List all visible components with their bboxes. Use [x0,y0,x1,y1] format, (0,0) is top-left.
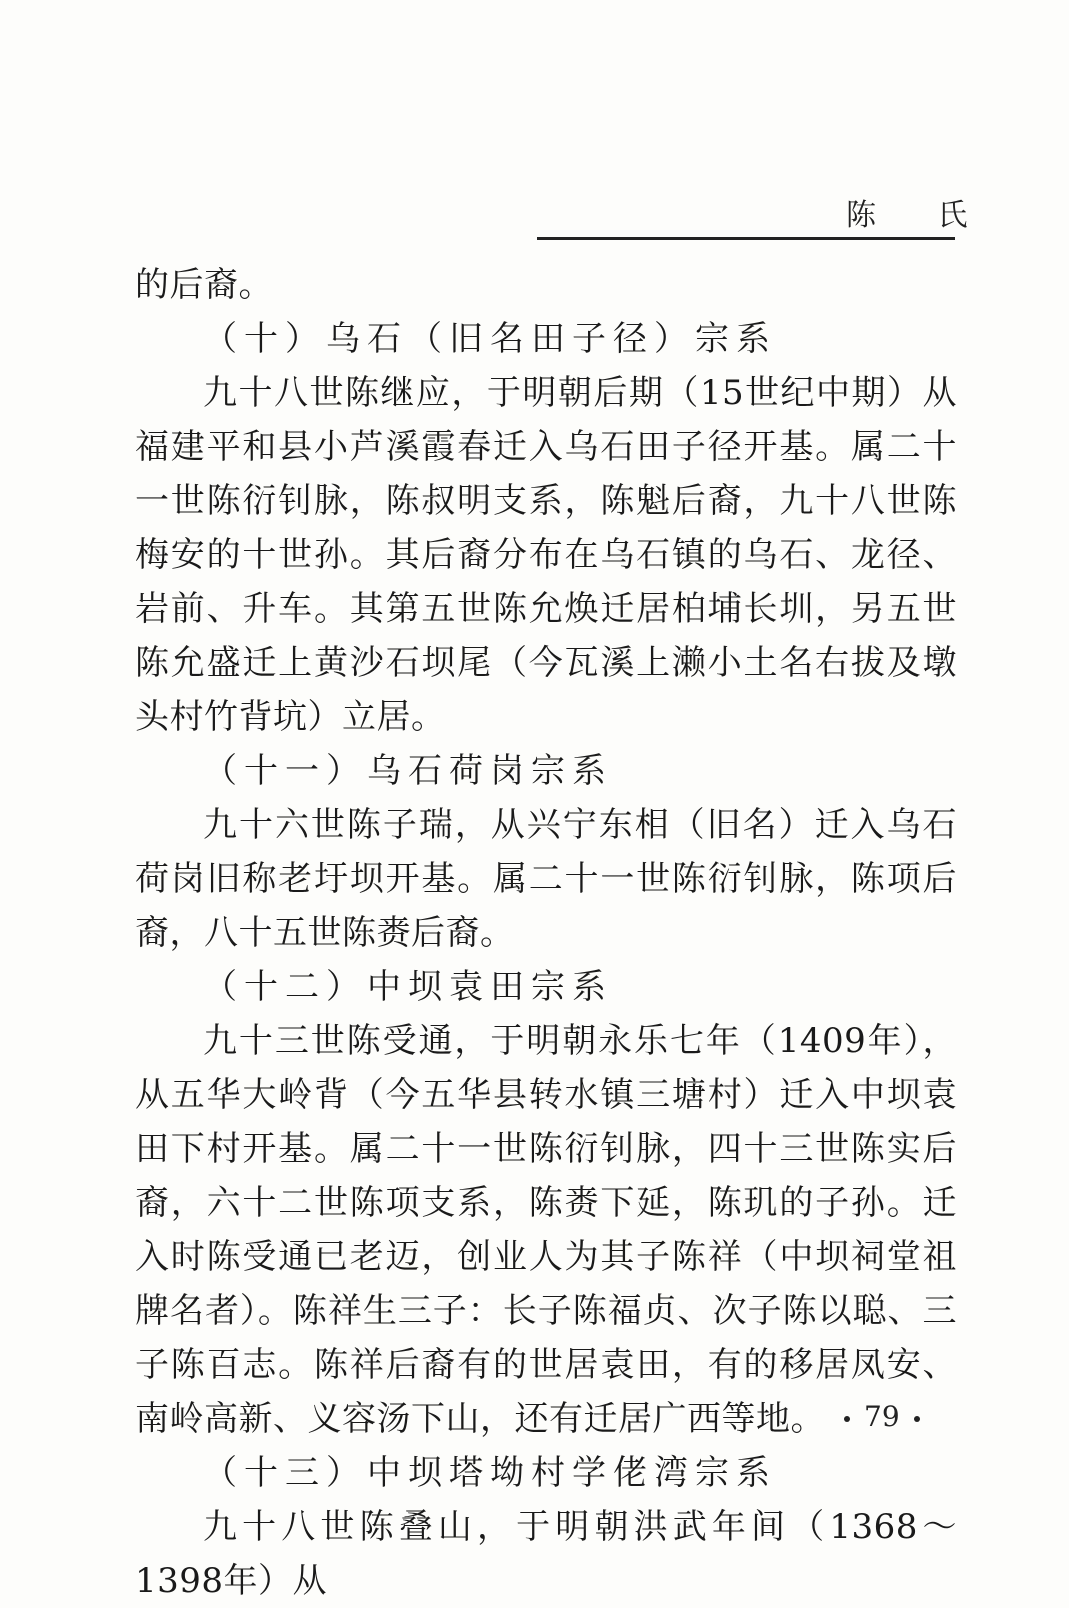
section-heading-10: （十）乌石（旧名田子径）宗系 [203,319,777,359]
paragraph-continued: 的后裔。 [135,265,273,305]
folio-dot-left [844,1416,850,1422]
running-head: 陈 氏 [846,198,994,233]
paragraph-13: 九十八世陈叠山，于明朝洪武年间（1368～1398年）从 [135,1507,957,1601]
section-heading-12: （十二）中坝袁田宗系 [203,967,613,1007]
paragraph-12: 九十三世陈受通，于明朝永乐七年（1409年），从五华大岭背（今五华县转水镇三塘村）迁入中坝袁田下村开基。属二十一世陈衍钊脉，四十三世陈实后裔，六十二世陈项支系，陈赉下延，陈玑的子孙。迁入时陈受通已老迈，创业人为其子陈祥（中坝祠堂祖牌名者）。陈祥生三子：长子陈福贞、次子陈以聪、三子陈百志。陈祥后裔有的世居袁田，有的移居凤安、南岭高新、义容汤下山，还有迁居广西等地。 [135,1021,957,1439]
page-number [830,1400,934,1433]
paragraph-10: 九十八世陈继应，于明朝后期（15世纪中期）从福建平和县小芦溪霞春迁入乌石田子径开基。属二十一世陈衍钊脉，陈叔明支系，陈魁后裔，九十八世陈梅安的十世孙。其后裔分布在乌石镇的乌石、龙径、岩前、升车。其第五世陈允焕迁居柏埔长圳，另五世陈允盛迁上黄沙石坝尾（今瓦溪上濑小土名右拔及墩头村竹背坑）立居。 [135,373,957,737]
section-heading-11: （十一）乌石荷岗宗系 [203,751,613,791]
page-number-text: 79 [864,1400,900,1433]
paragraph-11: 九十六世陈子瑞，从兴宁东相（旧名）迁入乌石荷岗旧称老圩坝开基。属二十一世陈衍钊脉，陈项后裔，八十五世陈赉后裔。 [135,805,957,953]
header-rule [537,237,955,240]
folio-dot-right [914,1416,920,1422]
section-heading-13: （十三）中坝塔坳村学佬湾宗系 [203,1453,777,1493]
